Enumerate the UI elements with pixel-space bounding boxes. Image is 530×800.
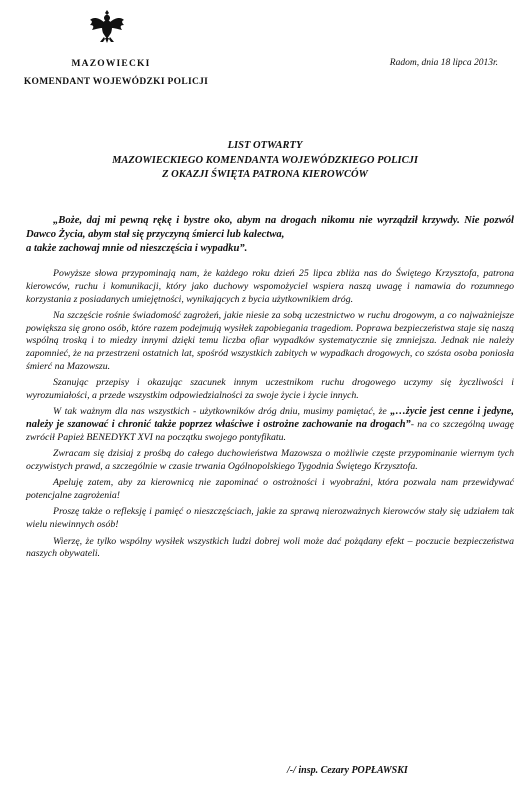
paragraph-4-end: - na co szczególną uwagę zwrócił Papież BENEDYKT XVI na początku swojego pontyfikatu. (26, 418, 514, 443)
issuer-name-line2: KOMENDANT WOJEWÓDZKI POLICJI (23, 77, 209, 87)
paragraph-4 (26, 406, 514, 444)
paragraph-4-start: W tak ważnym dla nas wszystkich - użytkowników dróg dniu, musimy pamiętać, że (53, 406, 391, 418)
issuer-name-line1: MAZOWIECKI (71, 59, 151, 69)
title-line-2: MAZOWIECKIEGO KOMENDANTA WOJEWÓDZKIEGO POLICJI (112, 154, 418, 166)
paragraph-6: Apeluję zatem, aby za kierownicą nie zapominać o ostrożności i wyobraźni, która pozwala nam przewidywać potencjalne zagrożenia! (26, 477, 514, 501)
paragraph-8: Wierzę, że tylko wspólny wysiłek wszystkich ludzi dobrej woli może dać pożądany efekt – poczucie bezpieczeństwa naszych obywateli. (26, 535, 514, 560)
title-line-3: Z OKAZJI ŚWIĘTA PATRONA KIEROWCÓW (162, 169, 368, 180)
paragraph-2: Na szczęście rośnie świadomość zagrożeń, jakie niesie za sobą uczestnictwo w ruchu drogowym, a co najważniejsze powiększa się grono osób, które razem podejmują wysiłek zapobiegania tragediom. Poprawa bezpieczeństwa staje się naszą wspólną troską i to miedzy innymi dzięki temu liczba ofiar wypadków systematycznie się zmniejsza. Jednak nie należy zapomnieć, że na przestrzeni ostatnich lat, spośród wszystkich zabitych w wypadkach drogowych, co szósta osoba poniosła śmierć na Mazowszu. (26, 310, 514, 372)
paragraph-7: Proszę także o refleksję i pamięć o nieszczęściach, jakie za sprawą nierozważnych kierowców stały się udziałem tak wielu niewinnych osób! (26, 506, 514, 531)
paragraph-5: Zwracam się dzisiaj z prośbą do całego duchowieństwa Mazowsza o możliwie częste przypominanie wiernym tych oczywistych prawd, a szczególnie w czasie trwania Ogólnopolskiego Tygodnia Świętego Krzysztofa. (26, 448, 514, 472)
opening-quote (26, 214, 514, 255)
letter-body (26, 214, 514, 565)
paragraph-4-quote: „…życie jest cenne i jedyne, należy je szanować i chronić także poprzez właściwe i ostrożne zachowanie na drogach” (26, 406, 515, 430)
paragraph-3: Szanując przepisy i okazując szacunek innym uczestnikom ruchu drogowego uczymy się życzliwości i wyrozumiałości, a przede wszystkim odpowiedzialności za swoje życie i życie innych. (26, 377, 514, 401)
polish-eagle-emblem-icon (88, 7, 126, 45)
title-line-1: LIST OTWARTY (227, 140, 303, 151)
quote-line-1: „Boże, daj mi pewną rękę i bystre oko, abym na drogach nikomu nie wyrządził krzywdy. Nie pozwól Dawco Życia, abym stał się przyczyną śmierci lub kalectwa, (26, 215, 514, 240)
letter-title (0, 139, 530, 183)
signature: /-/ insp. Cezary POPŁAWSKI (287, 765, 408, 776)
quote-line-2: a także zachowaj mnie od nieszczęścia i wypadku”. (26, 242, 248, 254)
place-date: Radom, dnia 18 lipca 2013r. (389, 58, 498, 68)
paragraph-1: Powyższe słowa przypominają nam, że każdego roku dzień 25 lipca zbliża nas do Świętego Krzysztofa, patrona kierowców, ruchu i komunikacji, który jako duchowy wspomożyciel wspiera naszą uwagę i namawia do rozumnego korzystania z posiadanych umiejętności, wynikających z bycia użytkownikiem dróg. (26, 268, 514, 305)
